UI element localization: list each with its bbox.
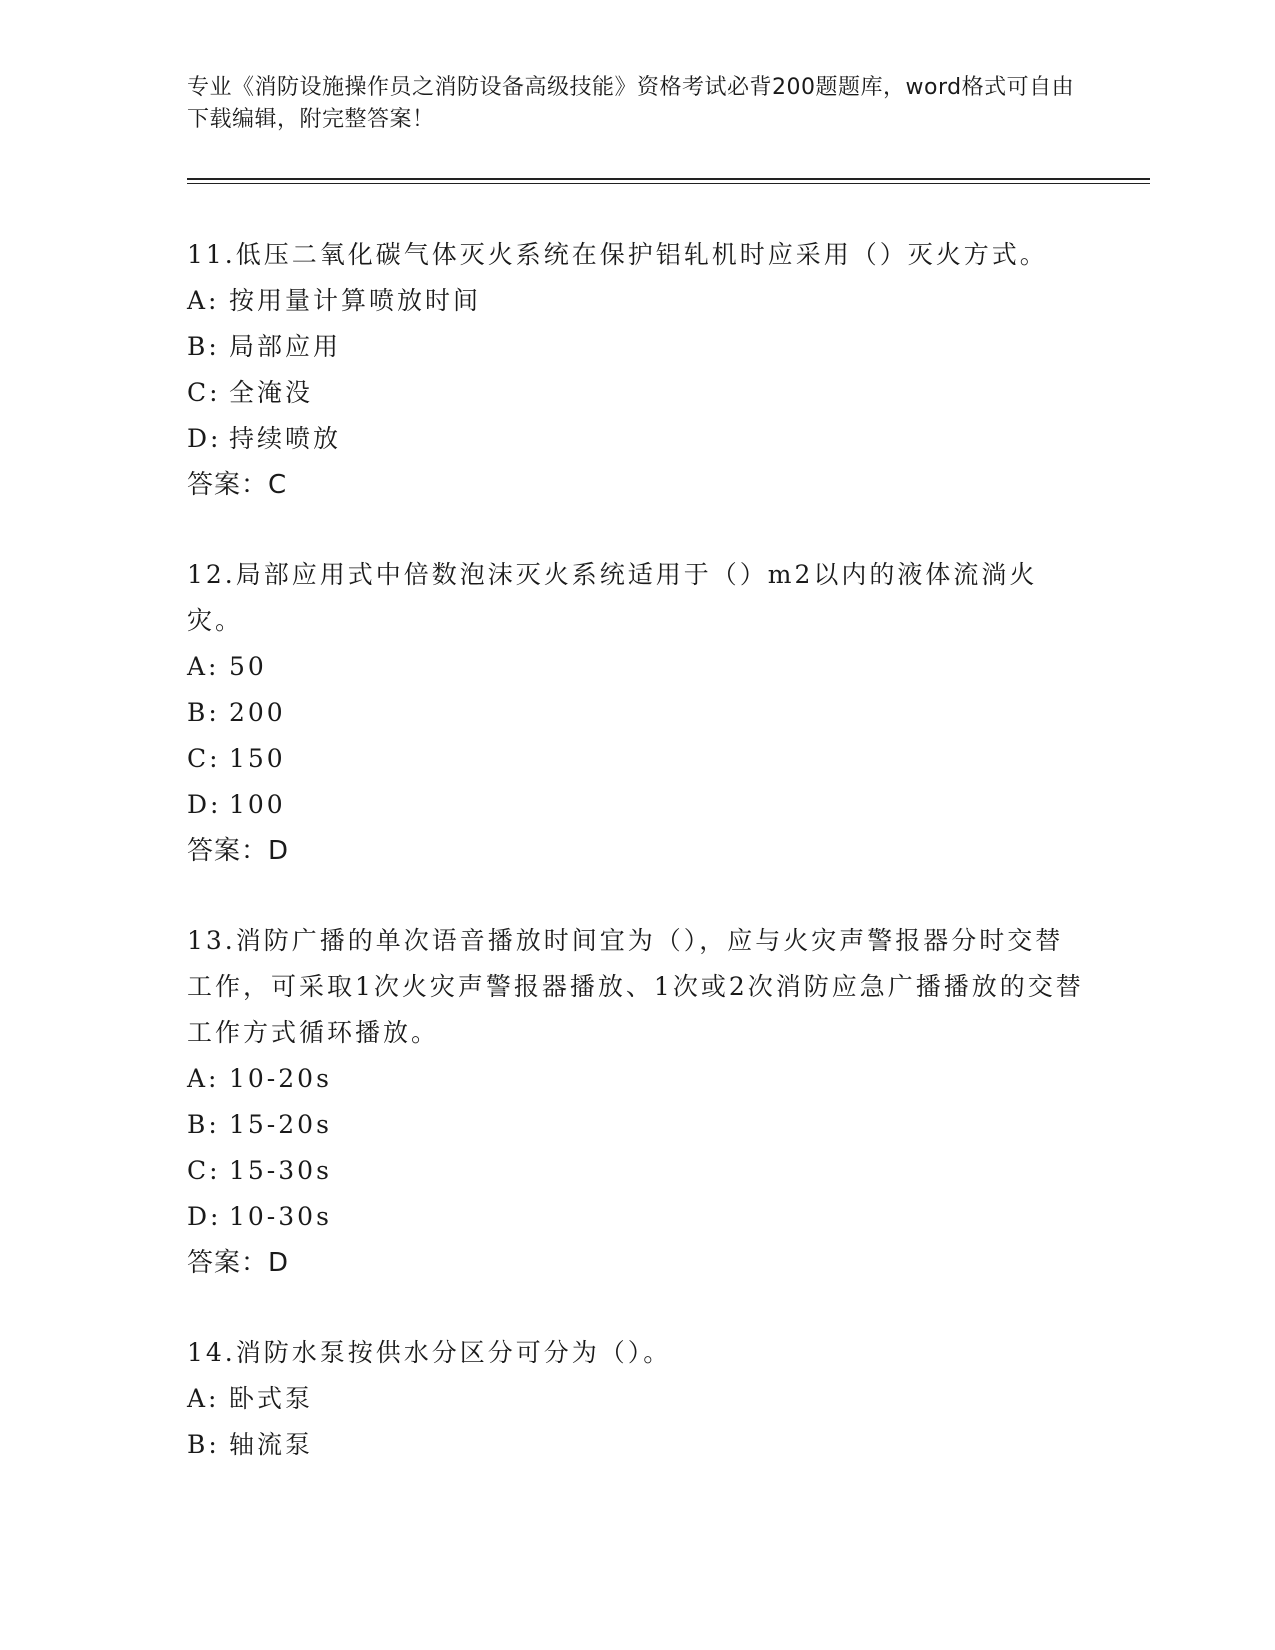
option-a [187, 644, 1087, 690]
header-rule-thin [187, 183, 1150, 184]
question-14 [187, 1330, 1087, 1468]
option-d [187, 416, 1087, 462]
option-text: 100 [229, 790, 286, 819]
question-12 [187, 552, 1087, 874]
option-a [187, 278, 1087, 324]
option-text: 15-20s [229, 1110, 332, 1139]
option-text: 持续喷放 [229, 424, 342, 453]
option-text: 轴流泵 [229, 1430, 314, 1459]
option-label: D: [187, 790, 222, 819]
answer: 答案：D [187, 836, 290, 866]
option-d [187, 782, 1087, 828]
option-b [187, 1102, 1087, 1148]
option-label: B: [187, 1110, 220, 1139]
option-text: 按用量计算喷放时间 [229, 286, 482, 315]
question-11 [187, 232, 1087, 508]
option-text: 10-20s [229, 1064, 332, 1093]
option-text: 10-30s [229, 1202, 332, 1231]
option-label: C: [187, 378, 221, 407]
answer: 答案：C [187, 470, 288, 500]
option-label: D: [187, 1202, 222, 1231]
option-label: C: [187, 1156, 221, 1185]
option-text: 150 [229, 744, 286, 773]
option-label: B: [187, 332, 220, 361]
option-a [187, 1056, 1087, 1102]
option-label: C: [187, 744, 221, 773]
option-text: 全淹没 [229, 378, 314, 407]
option-b [187, 690, 1087, 736]
option-label: B: [187, 698, 220, 727]
answer: 答案：D [187, 1248, 290, 1278]
question-stem: 11.低压二氧化碳气体灭火系统在保护铝轧机时应采用（）灭火方式。 [187, 240, 1048, 269]
option-text: 卧式泵 [229, 1384, 314, 1413]
option-c [187, 1148, 1087, 1194]
question-13 [187, 918, 1087, 1286]
option-b [187, 324, 1087, 370]
option-text: 局部应用 [229, 332, 342, 361]
option-c [187, 736, 1087, 782]
question-stem: 14.消防水泵按供水分区分可分为（）。 [187, 1338, 672, 1367]
option-label: A: [187, 1384, 220, 1413]
option-text: 50 [229, 652, 267, 681]
document-header: 专业《消防设施操作员之消防设备高级技能》资格考试必背200题题库，word格式可自由下载编辑，附完整答案！ [187, 75, 1075, 132]
option-text: 15-30s [229, 1156, 332, 1185]
option-d [187, 1194, 1087, 1240]
option-a [187, 1376, 1087, 1422]
option-label: A: [187, 286, 220, 315]
header-rule-thick [187, 178, 1150, 180]
option-text: 200 [229, 698, 286, 727]
option-label: D: [187, 424, 222, 453]
option-b [187, 1422, 1087, 1468]
question-stem: 12.局部应用式中倍数泡沫灭火系统适用于（）m2以内的液体流淌火灾。 [187, 560, 1038, 635]
option-label: B: [187, 1430, 220, 1459]
option-label: A: [187, 652, 220, 681]
question-stem: 13.消防广播的单次语音播放时间宜为（），应与火灾声警报器分时交替工作，可采取1次火灾声警报器播放、1次或2次消防应急广播播放的交替工作方式循环播放。 [187, 926, 1084, 1047]
question-list [187, 232, 1087, 1512]
option-label: A: [187, 1064, 220, 1093]
option-c [187, 370, 1087, 416]
